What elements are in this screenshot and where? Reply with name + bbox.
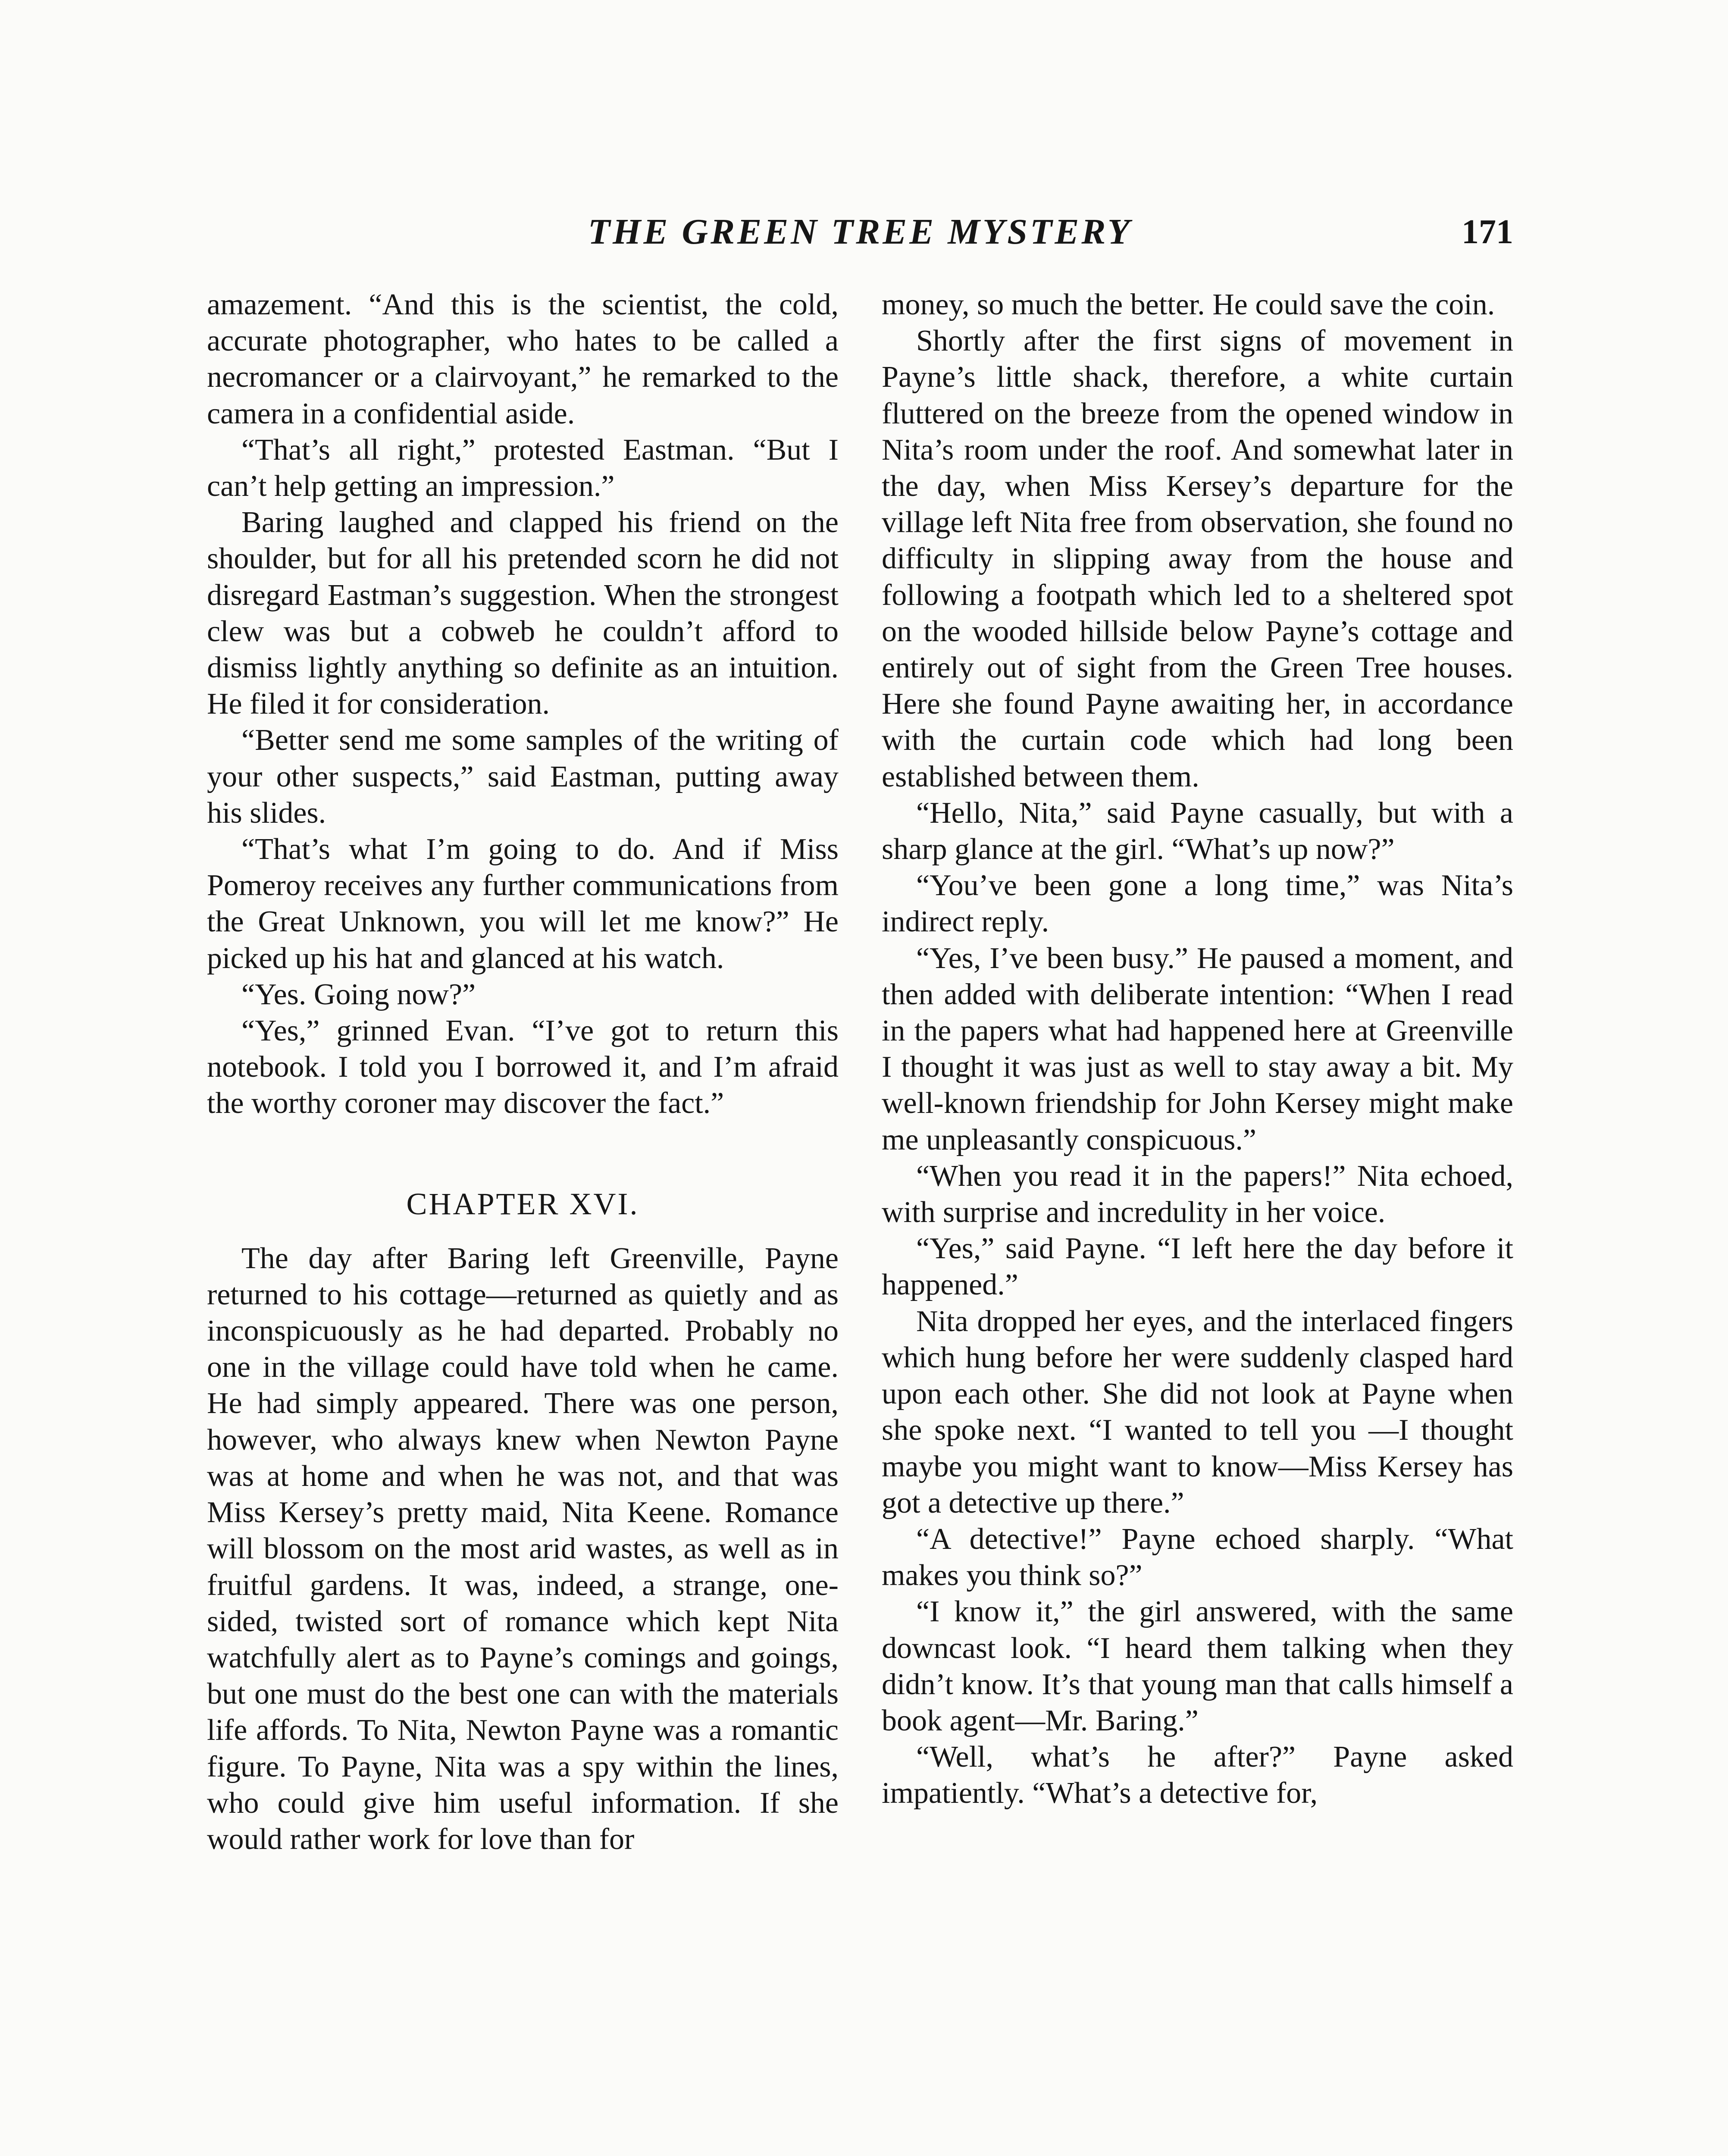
right-column <box>882 287 1513 1812</box>
paragraph: “Hello, Nita,” said Payne casually, but with a sharp glance at the girl. “What’s up now?” <box>882 796 1513 866</box>
left-column <box>207 287 839 1858</box>
paragraph: The day after Baring left Greenville, Payne returned to his cottage—returned as quietly and as inconspicuously as he had departed. Probably no one in the village could have told when he came. He had simply appeared. There was one person, however, who always knew when Newton Payne was at home and when he was not, and that was Miss Kersey’s pretty maid, Nita Keene. Romance will blossom on the most arid wastes, as well as in fruitful gardens. It was, indeed, a strange, one-sided, twisted sort of romance which kept Nita watchfully alert as to Payne’s comings and goings, but one must do the best one can with the materials life affords. To Nita, Newton Payne was a romantic figure. To Payne, Nita was a spy within the lines, who could give him useful information. If she would rather work for love than for <box>207 1241 839 1856</box>
paragraph: “A detective!” Payne echoed sharply. “What makes you think so?” <box>882 1522 1513 1592</box>
paragraph: “I know it,” the girl answered, with the same downcast look. “I heard them talking when they didn’t know. It’s that young man that calls himself a book agent—Mr. Baring.” <box>882 1595 1513 1737</box>
paragraph: “Yes,” said Payne. “I left here the day before it happened.” <box>882 1232 1513 1302</box>
paragraph: money, so much the better. He could save the coin. <box>882 288 1495 321</box>
paragraph: “You’ve been gone a long time,” was Nita’s indirect reply. <box>882 869 1513 939</box>
paragraph: Baring laughed and clapped his friend on the shoulder, but for all his pretended scorn he did not disregard Eastman’s suggestion. When the strongest clew was but a cobweb he couldn’t afford to dismiss lightly anything so definite as an intuition. He filed it for consideration. <box>207 506 839 721</box>
paragraph: “That’s all right,” protested Eastman. “But I can’t help getting an impression.” <box>207 433 839 503</box>
page-number: 171 <box>1462 213 1513 251</box>
paragraph: Nita dropped her eyes, and the interlaced fingers which hung before her were suddenly clasped hard upon each other. She did not look at Payne when she spoke next. “I wanted to tell you —I thought maybe you might want to know—Miss Kersey has got a detective up there.” <box>882 1304 1513 1520</box>
paragraph: “That’s what I’m going to do. And if Miss Pomeroy receives any further communications from the Great Unknown, you will let me know?” He picked up his hat and glanced at his watch. <box>207 833 839 975</box>
chapter-heading: CHAPTER XVI. <box>406 1186 639 1221</box>
paragraph: amazement. “And this is the scientist, the cold, accurate photographer, who hates to be called a necromancer or a clairvoyant,” he remarked to the camera in a confidential aside. <box>207 288 839 430</box>
paragraph: “When you read it in the papers!” Nita echoed, with surprise and incredulity in her voice. <box>882 1159 1513 1229</box>
running-title: THE GREEN TREE MYSTERY <box>588 212 1133 252</box>
paragraph: “Yes, I’ve been busy.” He paused a moment, and then added with deliberate intention: “When I read in the papers what had happened here at Greenville I thought it was just as well to stay away a bit. My well-known friendship for John Kersey might make me unpleasantly conspicuous.” <box>882 941 1513 1156</box>
page-header <box>207 206 1513 258</box>
paragraph: Shortly after the first signs of movement in Payne’s little shack, therefore, a white curtain fluttered on the breeze from the opened window in Nita’s room under the roof. And somewhat later in the day, when Miss Kersey’s departure for the village left Nita free from observation, she found no difficulty in slipping away from the house and following a footpath which led to a sheltered spot on the wooded hillside below Payne’s cottage and entirely out of sight from the Green Tree houses. Here she found Payne awaiting her, in accordance with the curtain code which had long been established between them. <box>882 324 1513 793</box>
paragraph: “Yes,” grinned Evan. “I’ve got to return this notebook. I told you I borrowed it, and I’m afraid the worthy coroner may discover the fact.” <box>207 1014 839 1120</box>
paragraph: “Yes. Going now?” <box>241 978 476 1011</box>
paragraph: “Well, what’s he after?” Payne asked impatiently. “What’s a detective for, <box>882 1740 1513 1810</box>
paragraph: “Better send me some samples of the writing of your other suspects,” said Eastman, putting away his slides. <box>207 724 839 830</box>
